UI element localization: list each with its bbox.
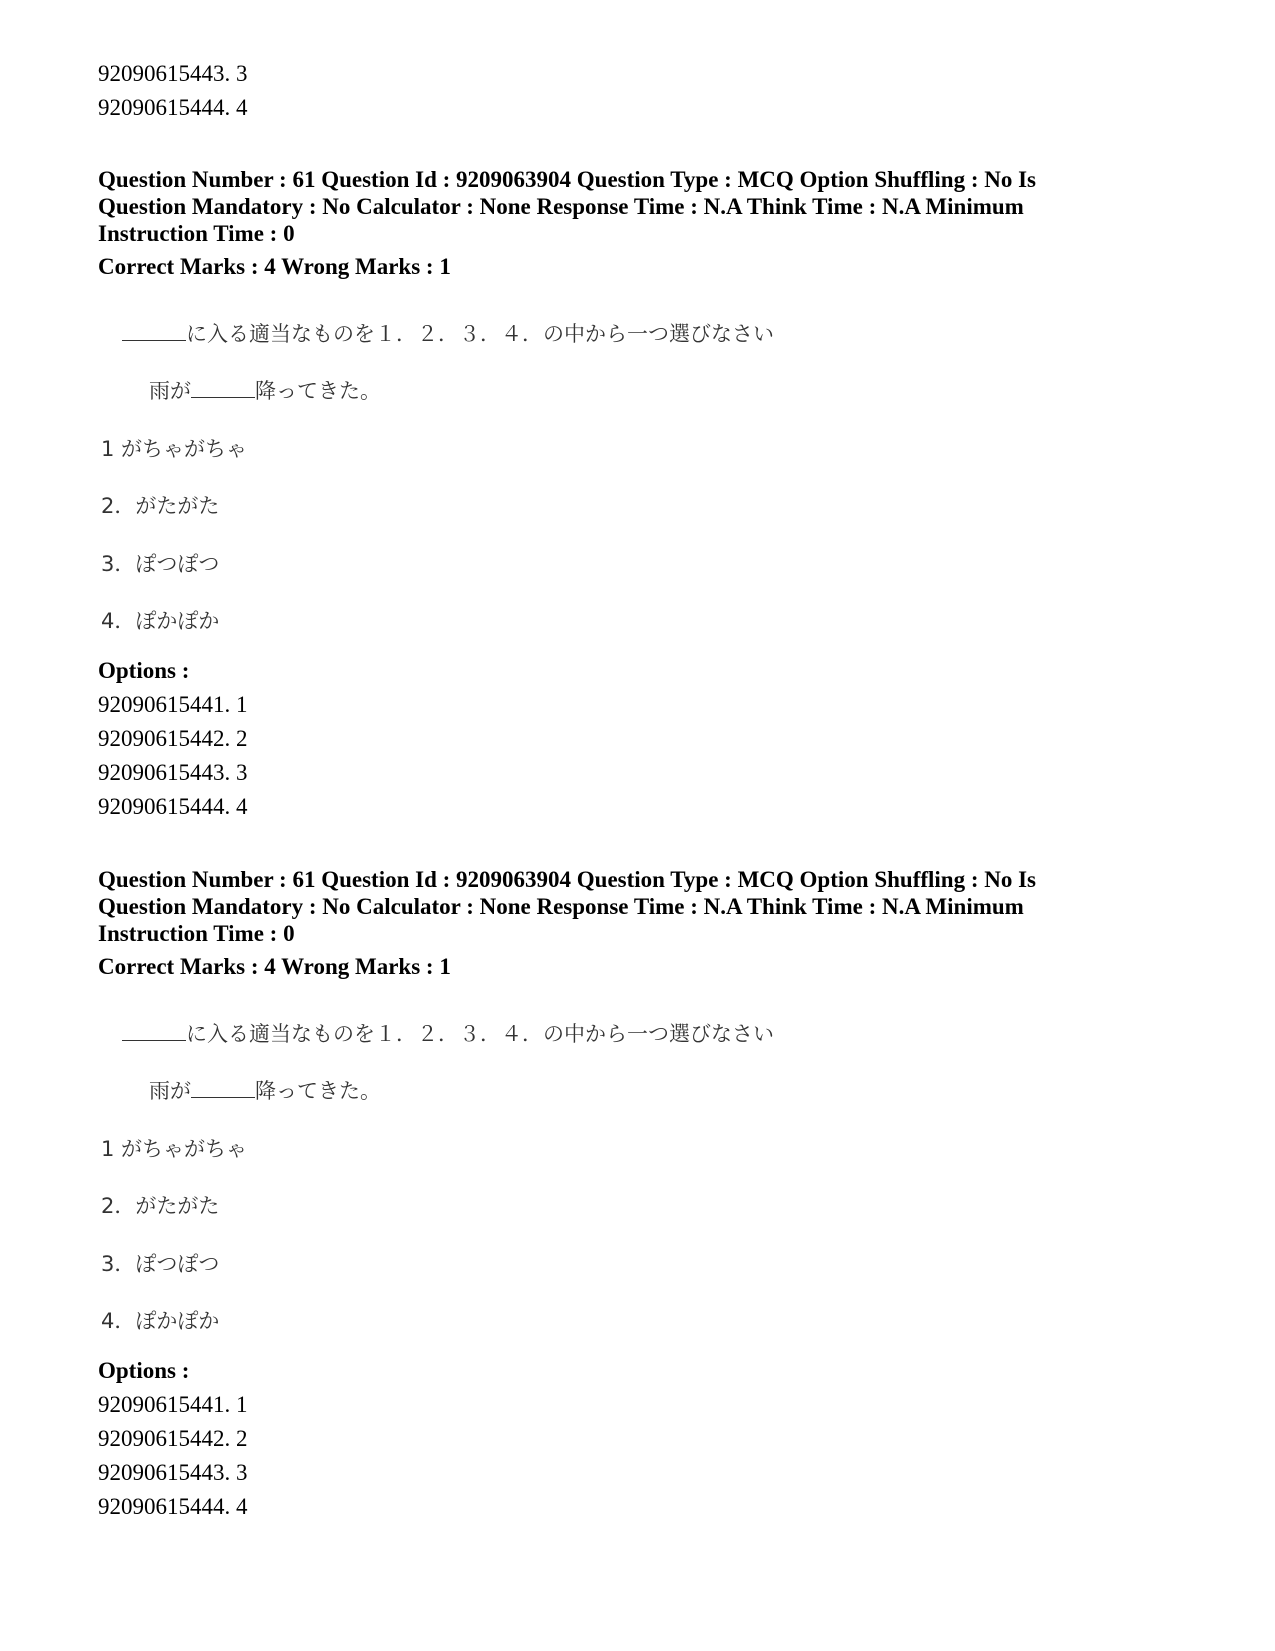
- option-line: 92090615444. 4: [98, 95, 248, 120]
- answer-blank: [191, 379, 255, 398]
- option-line: 92090615444. 4: [98, 794, 248, 819]
- choice-item: 2．がたがた: [101, 1194, 220, 1218]
- choice-item: 4．ぽかぽか: [101, 1309, 220, 1333]
- question-sentence: 雨が 降ってきた。: [149, 379, 381, 403]
- answer-blank: [122, 322, 186, 341]
- question-header-line: Question Mandatory : No Calculator : None Response Time : N.A Think Time : N.A Minimum: [98, 194, 1024, 219]
- option-line: 92090615443. 3: [98, 61, 248, 86]
- question-header-line: Question Number : 61 Question Id : 9209063904 Question Type : MCQ Option Shuffling : No Is: [98, 867, 1037, 892]
- option-line: 92090615443. 3: [98, 1460, 248, 1485]
- marks-line: Correct Marks : 4 Wrong Marks : 1: [98, 254, 451, 279]
- option-line: 92090615441. 1: [98, 692, 248, 717]
- question-header-line: Question Number : 61 Question Id : 9209063904 Question Type : MCQ Option Shuffling : No Is: [98, 167, 1037, 192]
- question-instruction: に入る適当なものを１．２．３．４．の中から一つ選びなさい: [122, 321, 774, 347]
- question-instruction: に入る適当なものを１．２．３．４．の中から一つ選びなさい: [122, 1021, 774, 1047]
- options-label: Options :: [98, 658, 190, 683]
- marks-line: Correct Marks : 4 Wrong Marks : 1: [98, 954, 451, 979]
- option-line: 92090615443. 3: [98, 760, 248, 785]
- option-line: 92090615444. 4: [98, 1494, 248, 1519]
- question-header-line: Question Mandatory : No Calculator : None Response Time : N.A Think Time : N.A Minimum: [98, 894, 1024, 919]
- choice-item: 1 がちゃがちゃ: [101, 437, 248, 461]
- options-label: Options :: [98, 1358, 190, 1383]
- answer-blank: [191, 1079, 255, 1098]
- question-header-line: Instruction Time : 0: [98, 221, 295, 246]
- question-header-line: Instruction Time : 0: [98, 921, 295, 946]
- choice-item: 4．ぽかぽか: [101, 609, 220, 633]
- option-line: 92090615442. 2: [98, 1426, 248, 1451]
- choice-item: 2．がたがた: [101, 494, 220, 518]
- choice-item: 1 がちゃがちゃ: [101, 1137, 248, 1161]
- choice-item: 3．ぽつぽつ: [101, 552, 220, 576]
- option-line: 92090615441. 1: [98, 1392, 248, 1417]
- answer-blank: [122, 1022, 186, 1041]
- choice-item: 3．ぽつぽつ: [101, 1252, 220, 1276]
- option-line: 92090615442. 2: [98, 726, 248, 751]
- question-sentence: 雨が 降ってきた。: [149, 1079, 381, 1103]
